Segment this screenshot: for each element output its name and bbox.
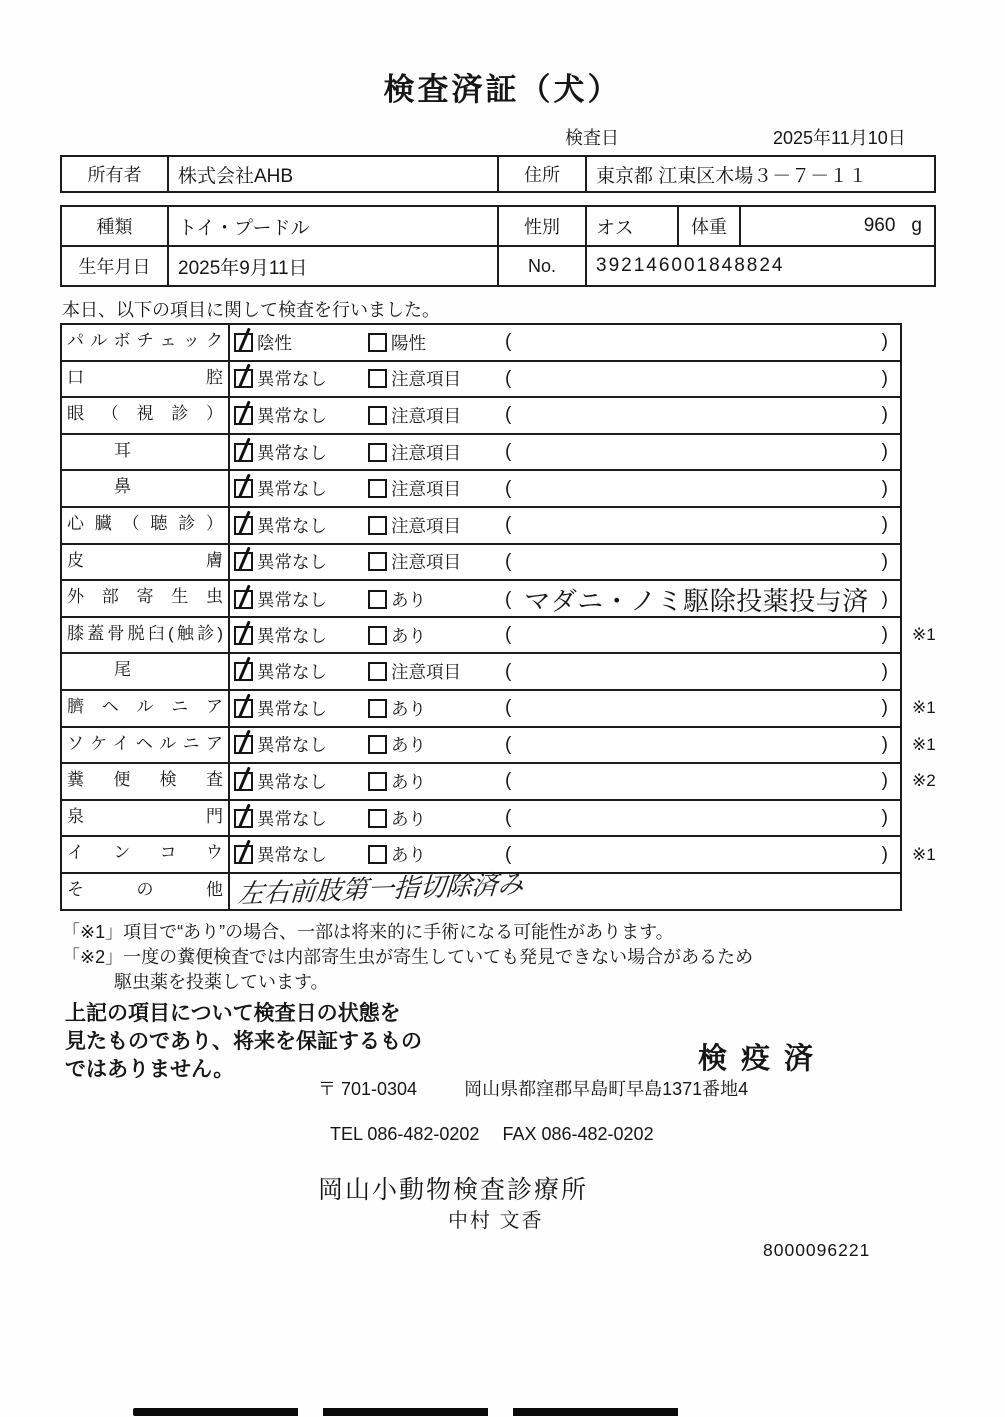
paren-close: ) <box>881 404 888 426</box>
checklist-item-label: 心臓（聴診） <box>62 508 230 543</box>
checklist-item-label: 皮膚 <box>62 545 230 580</box>
checklist-option-2 <box>364 440 497 465</box>
remarks-field <box>497 764 900 799</box>
pet-info-table <box>60 205 936 287</box>
paren-open: ( <box>505 477 512 499</box>
paren-close: ) <box>881 588 888 610</box>
checkbox-checked-icon <box>234 772 253 791</box>
sex-value: オス <box>585 207 677 245</box>
checklist-option-2 <box>364 659 497 684</box>
checklist-item-label: パルボチェック <box>62 325 230 360</box>
option-label: 注意項目 <box>391 515 461 536</box>
checkbox-checked-icon <box>234 590 253 609</box>
checkbox-checked-icon <box>234 443 253 462</box>
checklist-row-skin <box>62 543 900 580</box>
paren-close: ) <box>881 441 888 463</box>
option-label: 異常なし <box>257 515 327 536</box>
remarks-field <box>497 398 900 433</box>
checklist-option-1 <box>230 587 364 612</box>
breed-label: 種類 <box>96 217 133 237</box>
paren-open: ( <box>505 367 512 389</box>
option-label: 異常なし <box>257 698 327 719</box>
weight-number: 960 <box>863 215 896 236</box>
checklist-option-1 <box>230 513 364 538</box>
checklist-option-2 <box>364 842 497 867</box>
checklist-row-parasites <box>62 579 900 616</box>
remarks-field <box>497 362 900 397</box>
remarks-field <box>497 801 900 836</box>
paren-close: ) <box>881 514 888 536</box>
paren-open: ( <box>505 404 512 426</box>
checkbox-checked-icon <box>234 552 253 571</box>
no-label: No. <box>497 247 585 285</box>
checkbox-unchecked-icon <box>368 809 387 828</box>
paren-open: ( <box>505 550 512 572</box>
paren-open: ( <box>505 697 512 719</box>
checkbox-unchecked-icon <box>368 479 387 498</box>
paren-close: ) <box>881 477 888 499</box>
checkbox-unchecked-icon <box>368 443 387 462</box>
remarks-field <box>497 471 900 506</box>
birthdate-value: 2025年9月11日 <box>167 247 497 285</box>
paren-open: ( <box>505 733 512 755</box>
checklist-row-mouth <box>62 360 900 397</box>
option-label: 異常なし <box>257 771 327 792</box>
checklist-item-label: 鼻 <box>62 471 230 506</box>
option-label: 異常なし <box>257 369 327 390</box>
checklist-option-2 <box>364 732 497 757</box>
paren-open: ( <box>505 770 512 792</box>
checklist-option-2 <box>364 476 497 501</box>
checklist-option-2 <box>364 366 497 391</box>
no-value: 392146001848824 <box>585 247 934 285</box>
checklist-option-2 <box>364 513 497 538</box>
weight-label: 体重 <box>677 207 739 245</box>
checklist-row-eyes <box>62 396 900 433</box>
option-label: 異常なし <box>257 479 327 500</box>
remarks-field <box>497 435 900 470</box>
option-label: 異常なし <box>257 405 327 426</box>
checklist-item-label: 耳 <box>62 435 230 470</box>
option-label: あり <box>391 771 426 792</box>
pet-info-row-2 <box>62 245 934 285</box>
checklist-row-patella <box>62 616 936 653</box>
checkbox-checked-icon <box>234 516 253 535</box>
paren-open: ( <box>505 807 512 829</box>
option-label: 注意項目 <box>391 662 461 683</box>
remarks-field <box>497 654 900 689</box>
clinic-address: 岡山県都窪郡早島町早島1371番地4 <box>464 1079 749 1099</box>
option-label: 異常なし <box>257 552 327 573</box>
checkbox-unchecked-icon <box>368 735 387 754</box>
paren-close: ) <box>881 660 888 682</box>
handwritten-note: 左右前肢第一指切除済み <box>236 869 525 910</box>
address-value: 東京都 江東区木場３－７－１１ <box>585 157 934 191</box>
clinic-name: 岡山小動物検査診療所 <box>318 1176 589 1204</box>
option-label: あり <box>391 625 426 646</box>
paren-open: ( <box>505 514 512 536</box>
disclaimer-line-1: 上記の項目について検査日の状態を <box>65 1002 401 1025</box>
option-label: あり <box>391 698 426 719</box>
inspection-checklist-table <box>60 323 936 911</box>
clinic-tel: TEL 086-482-0202 <box>330 1124 480 1144</box>
postal-code: 〒 701-0304 <box>318 1079 418 1099</box>
footnote-mark: ※1 <box>912 734 936 754</box>
remarks-field <box>497 728 900 763</box>
checkbox-unchecked-icon <box>368 552 387 571</box>
option-label: 異常なし <box>257 625 327 646</box>
checklist-option-1 <box>230 366 364 391</box>
birthdate-label: 生年月日 <box>78 257 151 277</box>
option-label: 異常なし <box>257 662 327 683</box>
clinic-postal-line <box>318 1075 748 1101</box>
checkbox-unchecked-icon <box>368 590 387 609</box>
checklist-row-other <box>62 869 900 910</box>
owner-table <box>60 155 936 193</box>
checkbox-unchecked-icon <box>368 369 387 388</box>
checklist-option-1 <box>230 330 364 355</box>
checklist-option-1 <box>230 732 364 757</box>
checklist-option-2 <box>364 587 497 612</box>
checkbox-unchecked-icon <box>368 772 387 791</box>
option-label: 異常なし <box>257 735 327 756</box>
footnotes <box>62 920 753 995</box>
checkbox-checked-icon <box>234 369 253 388</box>
checkbox-checked-icon <box>234 809 253 828</box>
pet-info-row-1 <box>62 207 934 245</box>
paren-close: ) <box>881 733 888 755</box>
option-label: 陰性 <box>257 332 292 353</box>
checklist-item-label: その他 <box>62 874 230 911</box>
paren-close: ) <box>881 843 888 865</box>
owner-label: 所有者 <box>87 165 142 185</box>
checkbox-unchecked-icon <box>368 699 387 718</box>
disclaimer-line-2: 見たものであり、将来を保証するもの <box>65 1030 422 1053</box>
checklist-item-label: ソケイヘルニア <box>62 728 230 763</box>
option-label: 異常なし <box>257 590 327 611</box>
option-label: 注意項目 <box>391 442 461 463</box>
checklist-option-1 <box>230 623 364 648</box>
address-label: 住所 <box>497 157 585 191</box>
disclaimer <box>65 1000 422 1084</box>
checklist-item-label: 泉門 <box>62 801 230 836</box>
paren-close: ) <box>881 807 888 829</box>
option-label: あり <box>391 808 426 829</box>
checklist-option-1 <box>230 659 364 684</box>
clinic-tel-line <box>330 1124 654 1145</box>
paren-open: ( <box>505 331 512 353</box>
checkbox-unchecked-icon <box>368 333 387 352</box>
inspection-date-value: 2025年11月10日 <box>773 128 906 148</box>
option-label: あり <box>391 845 426 866</box>
paren-close: ) <box>881 770 888 792</box>
disclaimer-line-3: ではありません。 <box>65 1058 235 1081</box>
checklist-option-2 <box>364 330 497 355</box>
remarks-field <box>497 325 900 360</box>
checklist-row-fecal-exam <box>62 762 936 799</box>
option-label: 異常なし <box>257 808 327 829</box>
option-label: 陽性 <box>391 332 426 353</box>
footnote-mark: ※1 <box>912 844 936 864</box>
quarantine-stamp: 検疫済 <box>698 1043 828 1075</box>
option-label: あり <box>391 735 426 756</box>
checklist-option-1 <box>230 806 364 831</box>
remarks-text: マダニ・ノミ駆除投薬投与済 <box>524 586 869 617</box>
checklist-row-parvo <box>62 325 900 360</box>
checklist-option-2 <box>364 549 497 574</box>
remarks-field <box>497 545 900 580</box>
option-label: あり <box>391 590 426 611</box>
checkbox-checked-icon <box>234 699 253 718</box>
checklist-row-fontanelle <box>62 799 900 836</box>
paren-close: ) <box>881 550 888 572</box>
checklist-option-1 <box>230 549 364 574</box>
option-label: 異常なし <box>257 442 327 463</box>
footnote-mark: ※1 <box>912 698 936 718</box>
checklist-item-label: 口腔 <box>62 362 230 397</box>
remarks-field <box>497 581 900 618</box>
weight-unit: g <box>911 215 922 236</box>
footnote-2: 「※2」一度の糞便検査では内部寄生虫が寄生していても発見できない場合があるため <box>62 947 754 967</box>
footnote-2-continued: 駆虫薬を投薬しています。 <box>114 972 329 992</box>
checkbox-checked-icon <box>234 735 253 754</box>
inspection-date-label: 検査日 <box>565 128 619 148</box>
checkbox-checked-icon <box>234 479 253 498</box>
paren-close: ) <box>881 624 888 646</box>
checklist-option-1 <box>230 403 364 428</box>
checklist-option-2 <box>364 623 497 648</box>
remarks-field <box>497 691 900 726</box>
checklist-item-label: 尾 <box>62 654 230 689</box>
checklist-item-label: 外部寄生虫 <box>62 581 230 618</box>
checkbox-checked-icon <box>234 406 253 425</box>
page-title: 検査済証（犬） <box>383 72 622 107</box>
paren-close: ) <box>881 331 888 353</box>
checklist-row-tail <box>62 652 900 689</box>
breed-value: トイ・プードル <box>167 207 497 245</box>
checklist-row-heart <box>62 506 900 543</box>
option-label: 注意項目 <box>391 405 461 426</box>
checkbox-unchecked-icon <box>368 662 387 681</box>
checklist-option-1 <box>230 440 364 465</box>
checklist-option-1 <box>230 696 364 721</box>
checklist-item-label: 糞便検査 <box>62 764 230 799</box>
option-label: 異常なし <box>257 845 327 866</box>
footnote-mark: ※2 <box>912 771 936 791</box>
veterinarian-name: 中村 文香 <box>448 1210 544 1232</box>
paren-close: ) <box>881 697 888 719</box>
checkbox-checked-icon <box>234 662 253 681</box>
remarks-field <box>497 618 900 653</box>
footnote-mark: ※1 <box>912 625 936 645</box>
checklist-option-1 <box>230 769 364 794</box>
checkbox-unchecked-icon <box>368 626 387 645</box>
checkbox-unchecked-icon <box>368 406 387 425</box>
checklist-option-1 <box>230 476 364 501</box>
checkbox-checked-icon <box>234 333 253 352</box>
clinic-fax: FAX 086-482-0202 <box>502 1124 654 1144</box>
checkbox-unchecked-icon <box>368 516 387 535</box>
checklist-row-umbilical-hernia <box>62 689 936 726</box>
checklist-row-ears <box>62 433 900 470</box>
checklist-item-label: 膝蓋骨脱臼(触診) <box>62 618 230 653</box>
checklist-option-2 <box>364 403 497 428</box>
option-label: 注意項目 <box>391 552 461 573</box>
checklist-row-nose <box>62 469 900 506</box>
option-label: 注意項目 <box>391 369 461 390</box>
sex-label: 性別 <box>497 207 585 245</box>
checklist-option-2 <box>364 696 497 721</box>
checkbox-checked-icon <box>234 626 253 645</box>
paren-open: ( <box>505 624 512 646</box>
paren-open: ( <box>505 843 512 865</box>
remarks-field <box>497 508 900 543</box>
option-label: 注意項目 <box>391 479 461 500</box>
footnote-1: 「※1」項目で“あり”の場合、一部は将来的に手術になる可能性があります。 <box>62 922 674 942</box>
paren-open: ( <box>505 660 512 682</box>
checklist-option-1 <box>230 842 364 867</box>
paren-open: ( <box>505 441 512 463</box>
checklist-option-2 <box>364 806 497 831</box>
checkbox-checked-icon <box>234 845 253 864</box>
checklist-item-label: 眼（視診） <box>62 398 230 433</box>
owner-value: 株式会社AHB <box>167 157 497 191</box>
checklist-option-2 <box>364 769 497 794</box>
checklist-item-label: 臍ヘルニア <box>62 691 230 726</box>
paren-open: ( <box>505 588 512 610</box>
checklist-item-label: インコウ <box>62 837 230 872</box>
serial-number: 8000096221 <box>763 1240 871 1260</box>
checklist-row-inguinal-hernia <box>62 726 936 763</box>
scan-edge-artifact <box>133 1408 701 1416</box>
paren-close: ) <box>881 367 888 389</box>
weight-value <box>739 207 934 245</box>
intro-text: 本日、以下の項目に関して検査を行いました。 <box>62 300 440 320</box>
checkbox-unchecked-icon <box>368 845 387 864</box>
